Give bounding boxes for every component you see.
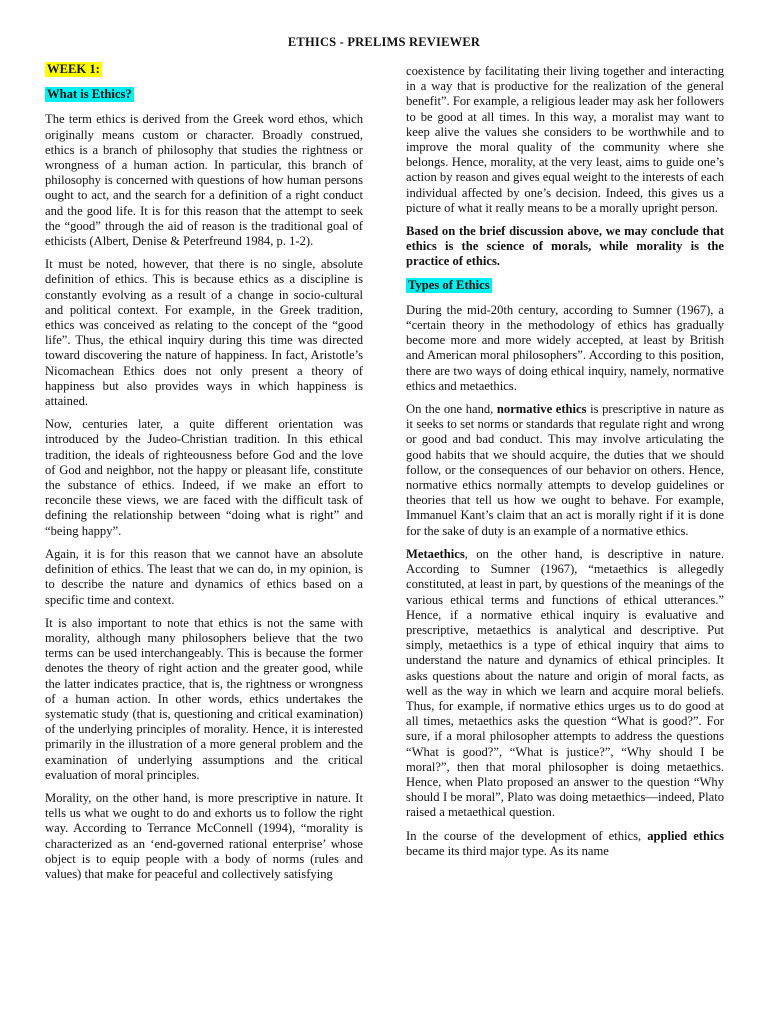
types-of-ethics-heading: Types of Ethics — [408, 277, 490, 292]
applied-lead: In the course of the development of ethics, — [406, 828, 648, 843]
paragraph-applied-ethics — [406, 829, 724, 859]
section-heading-wrap — [45, 87, 363, 102]
week-heading: WEEK 1: — [47, 62, 100, 76]
right-column — [406, 64, 724, 867]
applied-term: applied ethics — [647, 828, 724, 843]
paragraph-no-single-definition: It must be noted, however, that there is no single, absolute definition of ethics. This is because ethics as a discipline is constantly evolving as a result of a change in socio-cultural and political context. For example, in the Greek tradition, ethics was conceived as relating to the concept of the “good life”. Thus, the ethical inquiry during this time was directed toward discovering the nature of happiness. In fact, Aristotle’s Nicomachean Ethics does not only present a theory of happiness but also provides ways in which happiness is attained. — [45, 257, 363, 409]
normative-body: is prescriptive in nature as it seeks to set norms or standards that regulate right and wrong or good and bad conduct. This may involve articulating the good habits that we should acquire, the duties that we should follow, or the consequences of our behavior on others. Hence, normative ethics normally attempts to develop guidelines or theories that tell us how we ought to behave. For example, Immanuel Kant’s claim that an act is morally right if it is done for the sake of duty is an example of a normative ethics. — [406, 402, 725, 538]
normative-term: normative ethics — [496, 402, 587, 417]
paragraph-normative-ethics — [406, 402, 724, 539]
applied-body: became its third major type. As its name — [406, 843, 609, 858]
paragraph-metaethics — [406, 547, 724, 821]
what-is-ethics-heading: What is Ethics? — [47, 87, 132, 102]
normative-lead: On the one hand, — [406, 402, 497, 417]
paragraph-coexistence: coexistence by facilitating their living together and interacting in a way that is productive for the realization of the general benefit”. For example, a religious leader may ask her followers to be good at all times. In this way, a moralist may want to keep alive the values she considers to be worthwhile and to improve the moral quality of the community where she belongs. Hence, morality, at the very least, aims to guide one’s action by reason and gives equal weight to the interests of each individual affected by one’s decision. Indeed, this gives us a picture of what it really means to be a morally upright person. — [406, 64, 724, 215]
paragraph-conclusion — [406, 224, 724, 270]
metaethics-body: , on the other hand, is descriptive in nature. According to Sumner (1967), “metaethics is allegedly constituted, at least in part, by questions of the meanings of the various ethical terms and functions of ethical utterances.” Hence, if a normative ethical inquiry is evaluative and prescriptive, metaethics is analytical and descriptive. Put simply, metaethics is a type of ethical inquiry that aims to understand the nature and dynamics of ethical principles. It asks questions about the nature and origin of moral facts, as well as the way in which we learn and acquire moral beliefs. Thus, for example, if normative ethics urges us to do good at all times, metaethics asks the question “What is good?”. For sure, if a moral philosopher attempts to address the questions “What is good?”, “What is justice?”, “Why should I be moral?”, then that moral philosopher is doing metaethics. Hence, when Plato proposed an answer to the question “Why should I be moral”, Plato was doing metaethics—indeed, Plato raised a metaethical question. — [406, 546, 724, 820]
left-column — [45, 62, 363, 890]
paragraph-ethics-vs-morality: It is also important to note that ethics is not the same with morality, although many philosophers believe that the two terms can be used interchangeably. This is because the former denotes the theory of right action and the greater good, while the latter indicates practice, that is, the rightness or wrongness of a human action. In other words, ethics undertakes the systematic study (that is, questioning and critical examination) of the underlying principles of morality. Hence, it is interested primarily in the illustration of a more general problem and the examination of underlying assumptions and the critical evaluation of moral principles. — [45, 615, 363, 782]
paragraph-judeo-christian: Now, centuries later, a quite different orientation was introduced by the Judeo-Christian tradition. In this ethical tradition, the ideals of righteousness before God and the love of God and neighbor, not the happy or pleasant life, constitute the substance of ethics. Indeed, if we make an effort to reconcile these views, we are faced with the difficult task of defining the relationship between “doing what is right” and “being happy”. — [45, 417, 363, 538]
week-heading-wrap — [45, 62, 363, 77]
paragraph-absolute-definition: Again, it is for this reason that we cannot have an absolute definition of ethics. The least that we can do, in my opinion, is to describe the nature and dynamics of ethics based on a specific time and context. — [45, 546, 363, 607]
page-title: ETHICS - PRELIMS REVIEWER — [287, 35, 481, 49]
metaethics-term: Metaethics — [406, 546, 465, 561]
paragraph-definition: The term ethics is derived from the Greek word ethos, which originally means custom or character. Broadly construed, ethics is a branch of philosophy that studies the rightness or wrongness of a human action. In particular, this branch of philosophy is concerned with questions of how human persons ought to act, and the search for a definition of a right conduct and the good life. It is for this reason that the attempt to seek the “good” through the aid of reason is the traditional goal of ethicists (Albert, Denise & Peterfreund 1984, p. 1-2). — [45, 112, 363, 249]
conclusion-bold: Based on the brief discussion above, we may conclude that ethics is the science of morals, while morality is the practice of ethics. — [406, 224, 724, 269]
paragraph-morality: Morality, on the other hand, is more prescriptive in nature. It tells us what we ought to do and exhorts us to follow the right way. According to Terrance McConnell (1994), “morality is characterized as an ‘end-governed rational enterprise’ whose object is to equip people with a body of norms (rules and values) that make for peaceful and collectively satisfying — [45, 790, 363, 881]
paragraph-sumner: During the mid-20th century, according to Sumner (1967), a “certain theory in the methodology of ethics has gradually become more and more widely accepted, at least by British and American moral philosophers”. According to this position, there are two ways of doing ethical inquiry, namely, normative ethics and metaethics. — [406, 302, 724, 393]
types-heading-wrap — [406, 278, 724, 293]
